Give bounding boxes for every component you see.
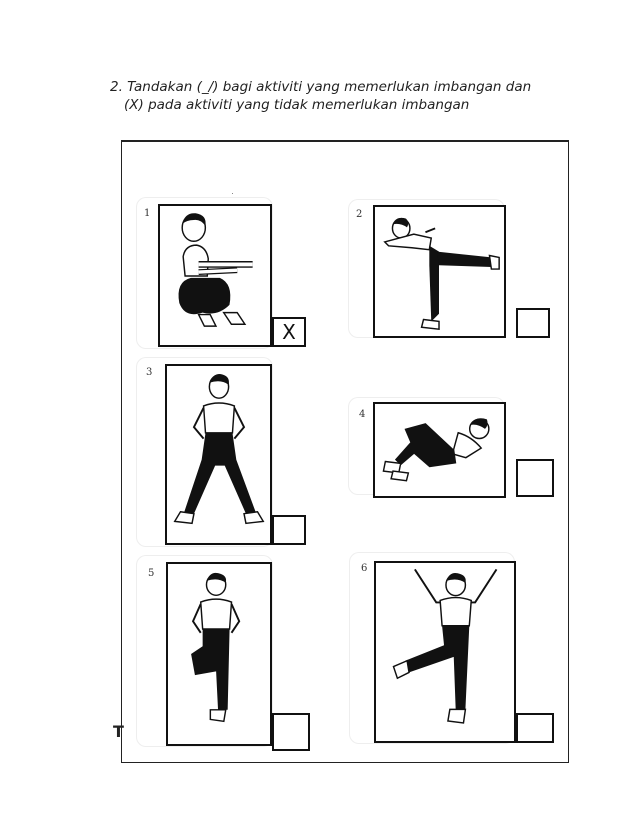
answer-box-6[interactable] (516, 713, 554, 743)
answer-box-1[interactable]: X (272, 317, 306, 347)
activity-number-4: 4 (359, 409, 366, 420)
question-line-2: (X) pada aktiviti yang tidak memerlukan imbangan (124, 97, 470, 113)
balancing-boy-figure (375, 207, 504, 336)
activity-image-5 (166, 562, 272, 746)
answer-box-2[interactable] (516, 308, 550, 338)
answer-box-3[interactable] (272, 515, 306, 545)
answer-box-5[interactable] (272, 713, 310, 751)
one-leg-boy-figure (168, 564, 270, 744)
standing-boy-figure (167, 366, 270, 543)
activity-image-2 (373, 205, 506, 338)
activity-number-5: 5 (148, 568, 155, 579)
activity-image-1 (158, 204, 272, 347)
activity-image-6 (374, 561, 516, 743)
activity-image-3 (165, 364, 272, 545)
activity-number-6: 6 (361, 563, 368, 574)
activity-number-2: 2 (356, 209, 363, 220)
answer-box-4[interactable] (516, 459, 554, 497)
activity-number-3: 3 (146, 367, 153, 378)
arms-raised-boy-figure (376, 563, 514, 741)
situp-boy-figure (375, 404, 504, 496)
scan-speck (232, 193, 233, 194)
question-line-1: 2. Tandakan (_/) bagi aktiviti yang memerlukan imbangan dan (110, 79, 532, 95)
activity-number-1: 1 (144, 208, 151, 219)
squatting-boy-figure (160, 206, 270, 345)
page-footer-fragment: T (113, 722, 124, 741)
activity-image-4 (373, 402, 506, 498)
